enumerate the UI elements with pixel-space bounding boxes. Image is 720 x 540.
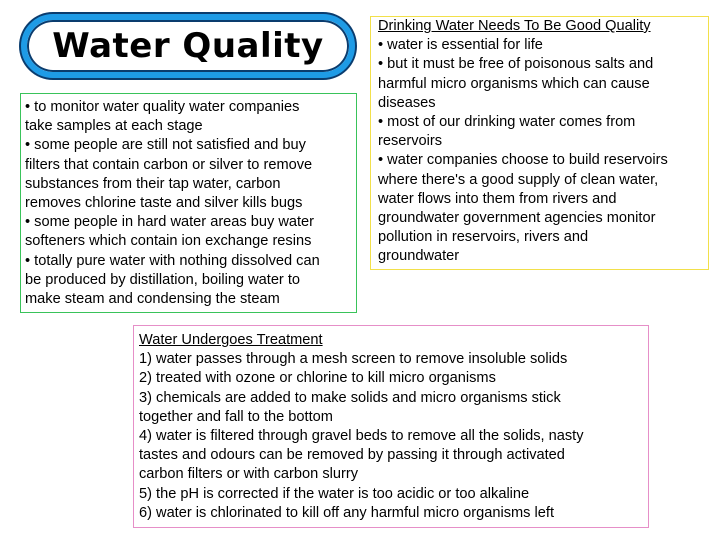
text-line: carbon filters or with carbon slurry bbox=[139, 466, 358, 483]
title-banner bbox=[21, 14, 355, 78]
text-line: together and fall to the bottom bbox=[139, 408, 333, 425]
text-line: make steam and condensing the steam bbox=[25, 291, 280, 308]
text-line: 4) water is filtered through gravel beds to remove all the solids, nasty bbox=[139, 428, 584, 445]
text-line: water flows into them from rivers and bbox=[378, 190, 617, 207]
text-line: groundwater bbox=[378, 248, 460, 265]
text-line: 6) water is chlorinated to kill off any harmful micro organisms left bbox=[139, 504, 555, 521]
text-line: • water companies choose to build reservoirs bbox=[378, 152, 668, 169]
text-line: substances from their tap water, carbon bbox=[25, 175, 281, 192]
text-line: • totally pure water with nothing dissolved can bbox=[25, 252, 320, 269]
drinking-water-heading: Drinking Water Needs To Be Good Quality bbox=[378, 18, 651, 34]
text-line: • most of our drinking water comes from bbox=[378, 114, 636, 131]
monitoring-text-box bbox=[20, 93, 357, 313]
text-line: 1) water passes through a mesh screen to remove insoluble solids bbox=[139, 351, 568, 368]
text-line: 5) the pH is corrected if the water is too acidic or too alkaline bbox=[139, 485, 530, 502]
treatment-text-box bbox=[133, 325, 649, 528]
text-line: pollution in reservoirs, rivers and bbox=[378, 229, 589, 246]
treatment-heading: Water Undergoes Treatment bbox=[139, 332, 323, 348]
text-line: 2) treated with ozone or chlorine to kill micro organisms bbox=[139, 370, 496, 387]
text-line: diseases bbox=[378, 94, 436, 111]
text-line: • water is essential for life bbox=[378, 37, 543, 54]
text-line: • some people are still not satisfied and buy bbox=[25, 137, 306, 154]
text-line: be produced by distillation, boiling water to bbox=[25, 271, 301, 288]
text-line: harmful micro organisms which can cause bbox=[378, 75, 650, 92]
page-title: Water Quality bbox=[52, 26, 324, 66]
text-line: groundwater government agencies monitor bbox=[378, 210, 656, 227]
text-line: • to monitor water quality water companies bbox=[25, 99, 300, 115]
text-line: • but it must be free of poisonous salts and bbox=[378, 56, 654, 73]
text-line: • some people in hard water areas buy water bbox=[25, 214, 315, 231]
text-line: tastes and odours can be removed by passing it through activated bbox=[139, 447, 565, 464]
text-line: 3) chemicals are added to make solids and micro organisms stick bbox=[139, 389, 561, 406]
text-line: filters that contain carbon or silver to remove bbox=[25, 156, 313, 173]
text-line: removes chlorine taste and silver kills bugs bbox=[25, 195, 303, 212]
drinking-water-text-box bbox=[370, 16, 709, 270]
text-line: reservoirs bbox=[378, 133, 443, 150]
text-line: where there's a good supply of clean water, bbox=[378, 171, 659, 188]
text-line: softeners which contain ion exchange resins bbox=[25, 233, 312, 250]
text-line: take samples at each stage bbox=[25, 118, 203, 135]
